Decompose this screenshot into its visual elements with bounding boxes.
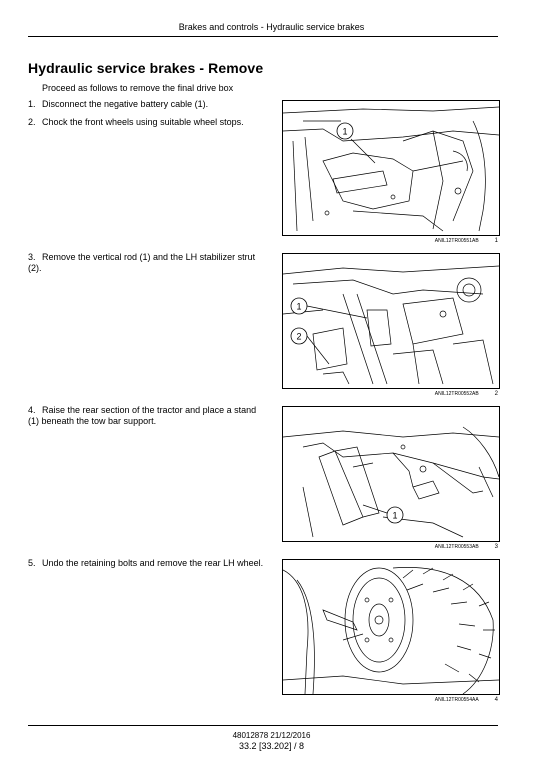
step-3 xyxy=(28,252,268,274)
figure-2-illustration xyxy=(282,253,500,389)
step-number: 4. xyxy=(28,405,36,415)
callout-number: 1 xyxy=(296,301,302,312)
step-text: Chock the front wheels using suitable wheel stops. xyxy=(42,117,244,127)
step-4 xyxy=(28,405,268,427)
figure-3-caption xyxy=(282,544,498,550)
figure-number: 1 xyxy=(494,238,498,244)
figure-1-caption xyxy=(282,238,498,244)
intro-text: Proceed as follows to remove the final drive box xyxy=(42,83,234,93)
figure-code: ANIL12TR00554AA xyxy=(434,697,479,703)
callout-number: 1 xyxy=(392,510,398,521)
step-text: Raise the rear section of the tractor and place a stand (1) beneath the tow bar support. xyxy=(28,405,257,426)
figure-number: 4 xyxy=(494,697,498,703)
figure-number: 2 xyxy=(494,391,498,397)
figure-code: ANIL12TR00552AB xyxy=(434,391,479,397)
figure-1-illustration xyxy=(282,100,500,236)
header-rule xyxy=(28,36,498,37)
step-text: Undo the retaining bolts and remove the rear LH wheel. xyxy=(42,558,264,568)
step-5 xyxy=(28,558,268,569)
footer-rule xyxy=(28,725,498,726)
running-header: Brakes and controls - Hydraulic service brakes xyxy=(178,22,365,32)
document-reference: 48012878 21/12/2016 xyxy=(232,731,311,740)
step-number: 3. xyxy=(28,252,36,262)
step-1 xyxy=(28,99,268,110)
callout-number: 2 xyxy=(296,331,302,342)
figure-4-illustration xyxy=(282,559,500,695)
step-text: Disconnect the negative battery cable (1). xyxy=(42,99,209,109)
page-number: 33.2 [33.202] / 8 xyxy=(238,741,305,751)
figure-4-caption xyxy=(282,697,498,703)
step-text: Remove the vertical rod (1) and the LH stabilizer strut (2). xyxy=(28,252,256,273)
step-number: 2. xyxy=(28,117,36,127)
step-2 xyxy=(28,117,268,128)
figure-3-illustration xyxy=(282,406,500,542)
step-number: 5. xyxy=(28,558,36,568)
figure-2-caption xyxy=(282,391,498,397)
section-title: Hydraulic service brakes - Remove xyxy=(28,60,264,76)
figure-code: ANIL12TR00551AB xyxy=(434,238,479,244)
callout-number: 1 xyxy=(342,126,348,137)
figure-code: ANIL12TR00553AB xyxy=(434,544,479,550)
figure-number: 3 xyxy=(494,544,498,550)
step-number: 1. xyxy=(28,99,36,109)
